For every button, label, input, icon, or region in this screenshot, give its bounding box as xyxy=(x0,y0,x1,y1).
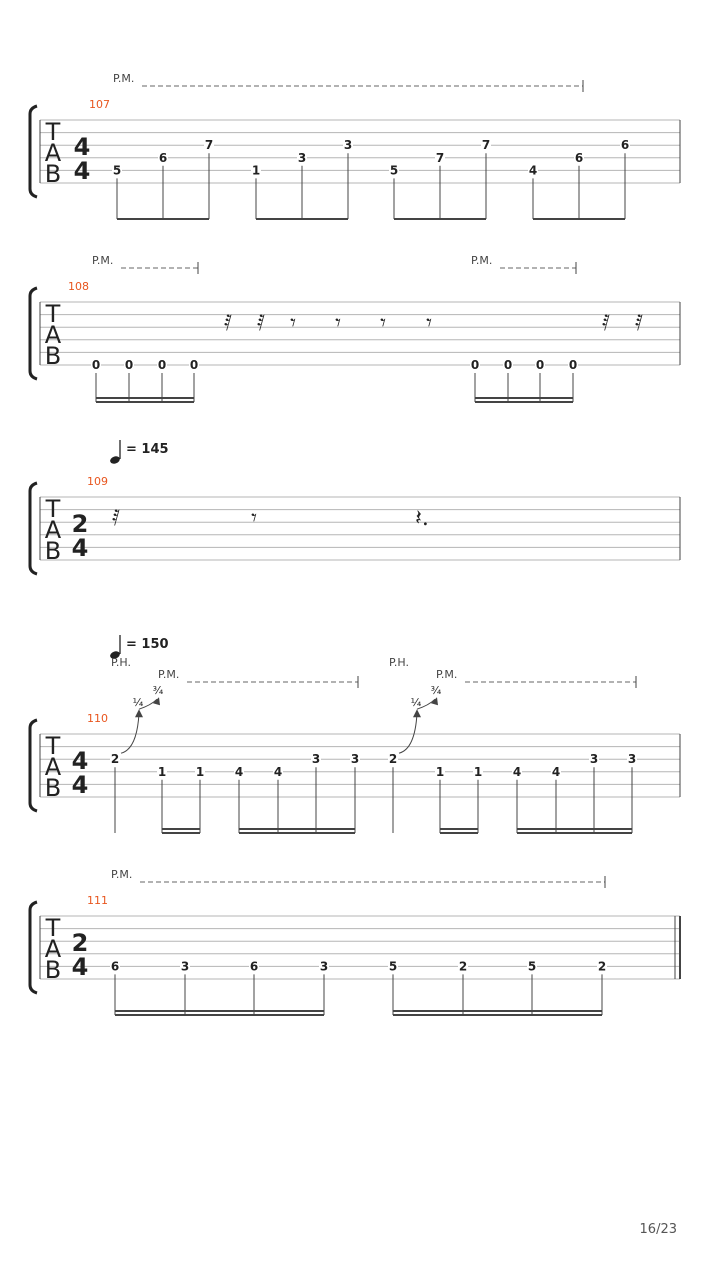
fret-number: 1 xyxy=(195,764,205,779)
palm-mute-label: P.M. xyxy=(92,254,114,267)
palm-mute-label: P.M. xyxy=(113,72,135,85)
palm-mute-label: P.M. xyxy=(436,668,458,681)
fret-number: 5 xyxy=(388,959,398,974)
bend-curve xyxy=(399,713,417,753)
rest-symbol: 𝅀 xyxy=(634,311,644,336)
rest-symbol: 𝄾 xyxy=(335,311,341,336)
pinch-harmonic-label: P.H. xyxy=(389,656,409,669)
fret-number: 3 xyxy=(343,138,353,153)
pinch-harmonic-label: P.H. xyxy=(111,656,131,669)
rest-symbol: 𝄾 xyxy=(290,311,296,336)
bend-amount: ¼ xyxy=(410,696,422,710)
fret-number: 3 xyxy=(180,959,190,974)
rest-symbol: 𝅀 xyxy=(256,311,266,336)
tab-clef-letter: T xyxy=(45,495,61,523)
bend-amount: ¾ xyxy=(152,684,164,698)
tab-clef-letter: A xyxy=(44,139,62,167)
bend-amount: ¾ xyxy=(430,684,442,698)
tab-clef-letter: B xyxy=(44,342,62,370)
fret-number: 6 xyxy=(158,150,168,165)
time-signature-bottom: 4 xyxy=(71,771,89,799)
fret-number: 5 xyxy=(112,163,122,178)
palm-mute-label: P.M. xyxy=(158,668,180,681)
bend-arrowhead xyxy=(413,709,421,717)
rest-symbol: 𝅀 xyxy=(223,311,233,336)
bend-curve xyxy=(121,713,139,753)
fret-number: 0 xyxy=(189,358,199,372)
tab-clef-letter: T xyxy=(45,732,61,760)
palm-mute-label: P.M. xyxy=(471,254,493,267)
bend-arrowhead xyxy=(135,709,143,717)
fret-number: 7 xyxy=(435,150,445,165)
time-signature-top: 4 xyxy=(73,133,91,161)
fret-number: 1 xyxy=(157,764,167,779)
measure-number: 111 xyxy=(87,894,108,907)
time-signature-bottom: 4 xyxy=(71,534,89,562)
rest-symbol: 𝄽. xyxy=(415,506,429,531)
fret-number: 6 xyxy=(620,138,630,153)
measure-number: 109 xyxy=(87,475,108,488)
measure-number: 107 xyxy=(89,98,110,111)
fret-number: 3 xyxy=(350,752,360,767)
fret-number: 0 xyxy=(470,358,480,372)
rest-symbol: 𝅀 xyxy=(111,506,121,531)
fret-number: 2 xyxy=(110,752,120,767)
tab-clef-letter: A xyxy=(44,516,62,544)
fret-number: 0 xyxy=(91,358,101,372)
tab-clef-letter: A xyxy=(44,321,62,349)
fret-number: 0 xyxy=(124,358,134,372)
tab-clef-letter: T xyxy=(45,300,61,328)
staff-bracket xyxy=(30,106,37,197)
bend-amount: ¼ xyxy=(132,696,144,710)
fret-number: 3 xyxy=(319,959,329,974)
tempo-note-head xyxy=(109,455,121,465)
fret-number: 3 xyxy=(627,752,637,767)
fret-number: 5 xyxy=(527,959,537,974)
fret-number: 7 xyxy=(481,138,491,153)
time-signature-top: 2 xyxy=(71,510,89,538)
fret-number: 1 xyxy=(435,764,445,779)
fret-number: 0 xyxy=(535,358,545,372)
fret-number: 4 xyxy=(234,764,244,779)
tab-clef-letter: B xyxy=(44,160,62,188)
rest-symbol: 𝄾 xyxy=(380,311,386,336)
fret-number: 4 xyxy=(512,764,522,779)
measure-number: 108 xyxy=(68,280,89,293)
fret-number: 3 xyxy=(311,752,321,767)
fret-number: 2 xyxy=(388,752,398,767)
fret-number: 7 xyxy=(204,138,214,153)
fret-number: 1 xyxy=(251,163,261,178)
time-signature-bottom: 4 xyxy=(73,157,91,185)
tab-clef-letter: T xyxy=(45,914,61,942)
fret-number: 2 xyxy=(597,959,607,974)
fret-number: 6 xyxy=(574,150,584,165)
staff-bracket xyxy=(30,902,37,993)
time-signature-bottom: 4 xyxy=(71,953,89,981)
tab-clef-letter: A xyxy=(44,935,62,963)
time-signature-top: 4 xyxy=(71,747,89,775)
fret-number: 4 xyxy=(273,764,283,779)
rest-symbol: 𝅀 xyxy=(601,311,611,336)
fret-number: 4 xyxy=(551,764,561,779)
staff-bracket xyxy=(30,483,37,574)
fret-number: 0 xyxy=(568,358,578,372)
fret-number: 3 xyxy=(297,150,307,165)
fret-number: 3 xyxy=(589,752,599,767)
fret-number: 1 xyxy=(473,764,483,779)
tempo-marking: = 145 xyxy=(126,442,169,457)
time-signature-top: 2 xyxy=(71,929,89,957)
fret-number: 0 xyxy=(503,358,513,372)
tab-clef-letter: T xyxy=(45,118,61,146)
fret-number: 6 xyxy=(110,959,120,974)
fret-number: 2 xyxy=(458,959,468,974)
tempo-marking: = 150 xyxy=(126,637,169,652)
palm-mute-label: P.M. xyxy=(111,868,133,881)
staff-bracket xyxy=(30,720,37,811)
rest-symbol: 𝄾 xyxy=(251,506,257,531)
rest-symbol: 𝄾 xyxy=(426,311,432,336)
tab-clef-letter: B xyxy=(44,537,62,565)
tab-clef-letter: A xyxy=(44,753,62,781)
staff-bracket xyxy=(30,288,37,379)
fret-number: 5 xyxy=(389,163,399,178)
fret-number: 6 xyxy=(249,959,259,974)
fret-number: 4 xyxy=(528,163,538,178)
page-number: 16/23 xyxy=(639,1222,677,1237)
fret-number: 0 xyxy=(157,358,167,372)
tab-clef-letter: B xyxy=(44,774,62,802)
measure-number: 110 xyxy=(87,712,108,725)
tab-clef-letter: B xyxy=(44,956,62,984)
